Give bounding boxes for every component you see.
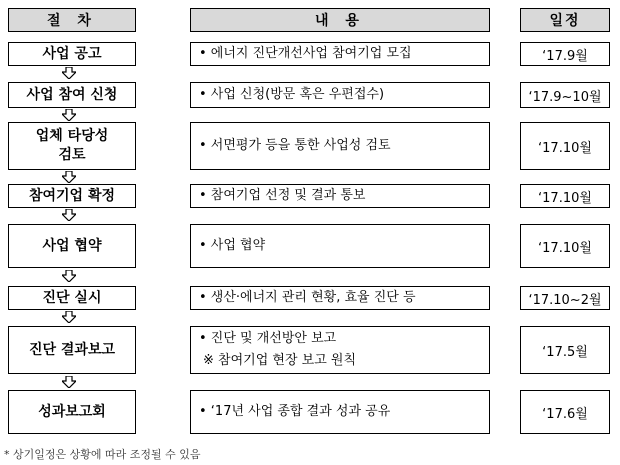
down-arrow-icon xyxy=(62,171,76,183)
content-box xyxy=(190,82,490,108)
content-line: • 서면평가 등을 통한 사업성 검토 xyxy=(199,138,391,153)
content-line: • 에너지 진단개선사업 참여기업 모집 xyxy=(199,46,412,61)
schedule-box: ‘17.9~10월 xyxy=(520,82,610,108)
content-box xyxy=(190,390,490,434)
step-box: 참여기업 확정 xyxy=(8,184,136,208)
content-box xyxy=(190,326,490,374)
step-box: 업체 타당성 검토 xyxy=(8,122,136,170)
step-box: 사업 참여 신청 xyxy=(8,82,136,108)
content-note: ※ 참여기업 현장 보고 원칙 xyxy=(203,353,357,368)
down-arrow-icon xyxy=(62,376,76,388)
content-line: • 사업 협약 xyxy=(199,238,266,253)
content-box xyxy=(190,184,490,208)
footnote: * 상기일정은 상황에 따라 조정될 수 있음 xyxy=(4,448,201,461)
step-box: 진단 결과보고 xyxy=(8,326,136,374)
step-box: 사업 협약 xyxy=(8,224,136,268)
content-box xyxy=(190,42,490,66)
schedule-box: ‘17.9월 xyxy=(520,42,610,66)
header-schedule: 일정 xyxy=(520,8,610,32)
content-line: • 생산·에너지 관리 현황, 효율 진단 등 xyxy=(199,290,416,305)
header-step: 절 차 xyxy=(8,8,136,32)
content-box xyxy=(190,286,490,310)
down-arrow-icon xyxy=(62,311,76,323)
header-content: 내 용 xyxy=(190,8,490,32)
step-box: 진단 실시 xyxy=(8,286,136,310)
schedule-box: ‘17.10~2월 xyxy=(520,286,610,310)
step-box: 성과보고회 xyxy=(8,390,136,434)
content-box xyxy=(190,122,490,170)
content-line: • 참여기업 선정 및 결과 통보 xyxy=(199,188,366,203)
down-arrow-icon xyxy=(62,209,76,221)
schedule-box: ‘17.10월 xyxy=(520,224,610,268)
schedule-box: ‘17.10월 xyxy=(520,122,610,170)
content-line: • 사업 신청(방문 혹은 우편접수) xyxy=(199,87,385,102)
schedule-box: ‘17.6월 xyxy=(520,390,610,434)
content-line: • ‘17년 사업 종합 결과 성과 공유 xyxy=(199,404,391,419)
down-arrow-icon xyxy=(62,67,76,79)
down-arrow-icon xyxy=(62,270,76,282)
down-arrow-icon xyxy=(62,109,76,121)
schedule-box: ‘17.5월 xyxy=(520,326,610,374)
step-box: 사업 공고 xyxy=(8,42,136,66)
content-box xyxy=(190,224,490,268)
content-line: • 진단 및 개선방안 보고 xyxy=(199,331,337,346)
schedule-box: ‘17.10월 xyxy=(520,184,610,208)
